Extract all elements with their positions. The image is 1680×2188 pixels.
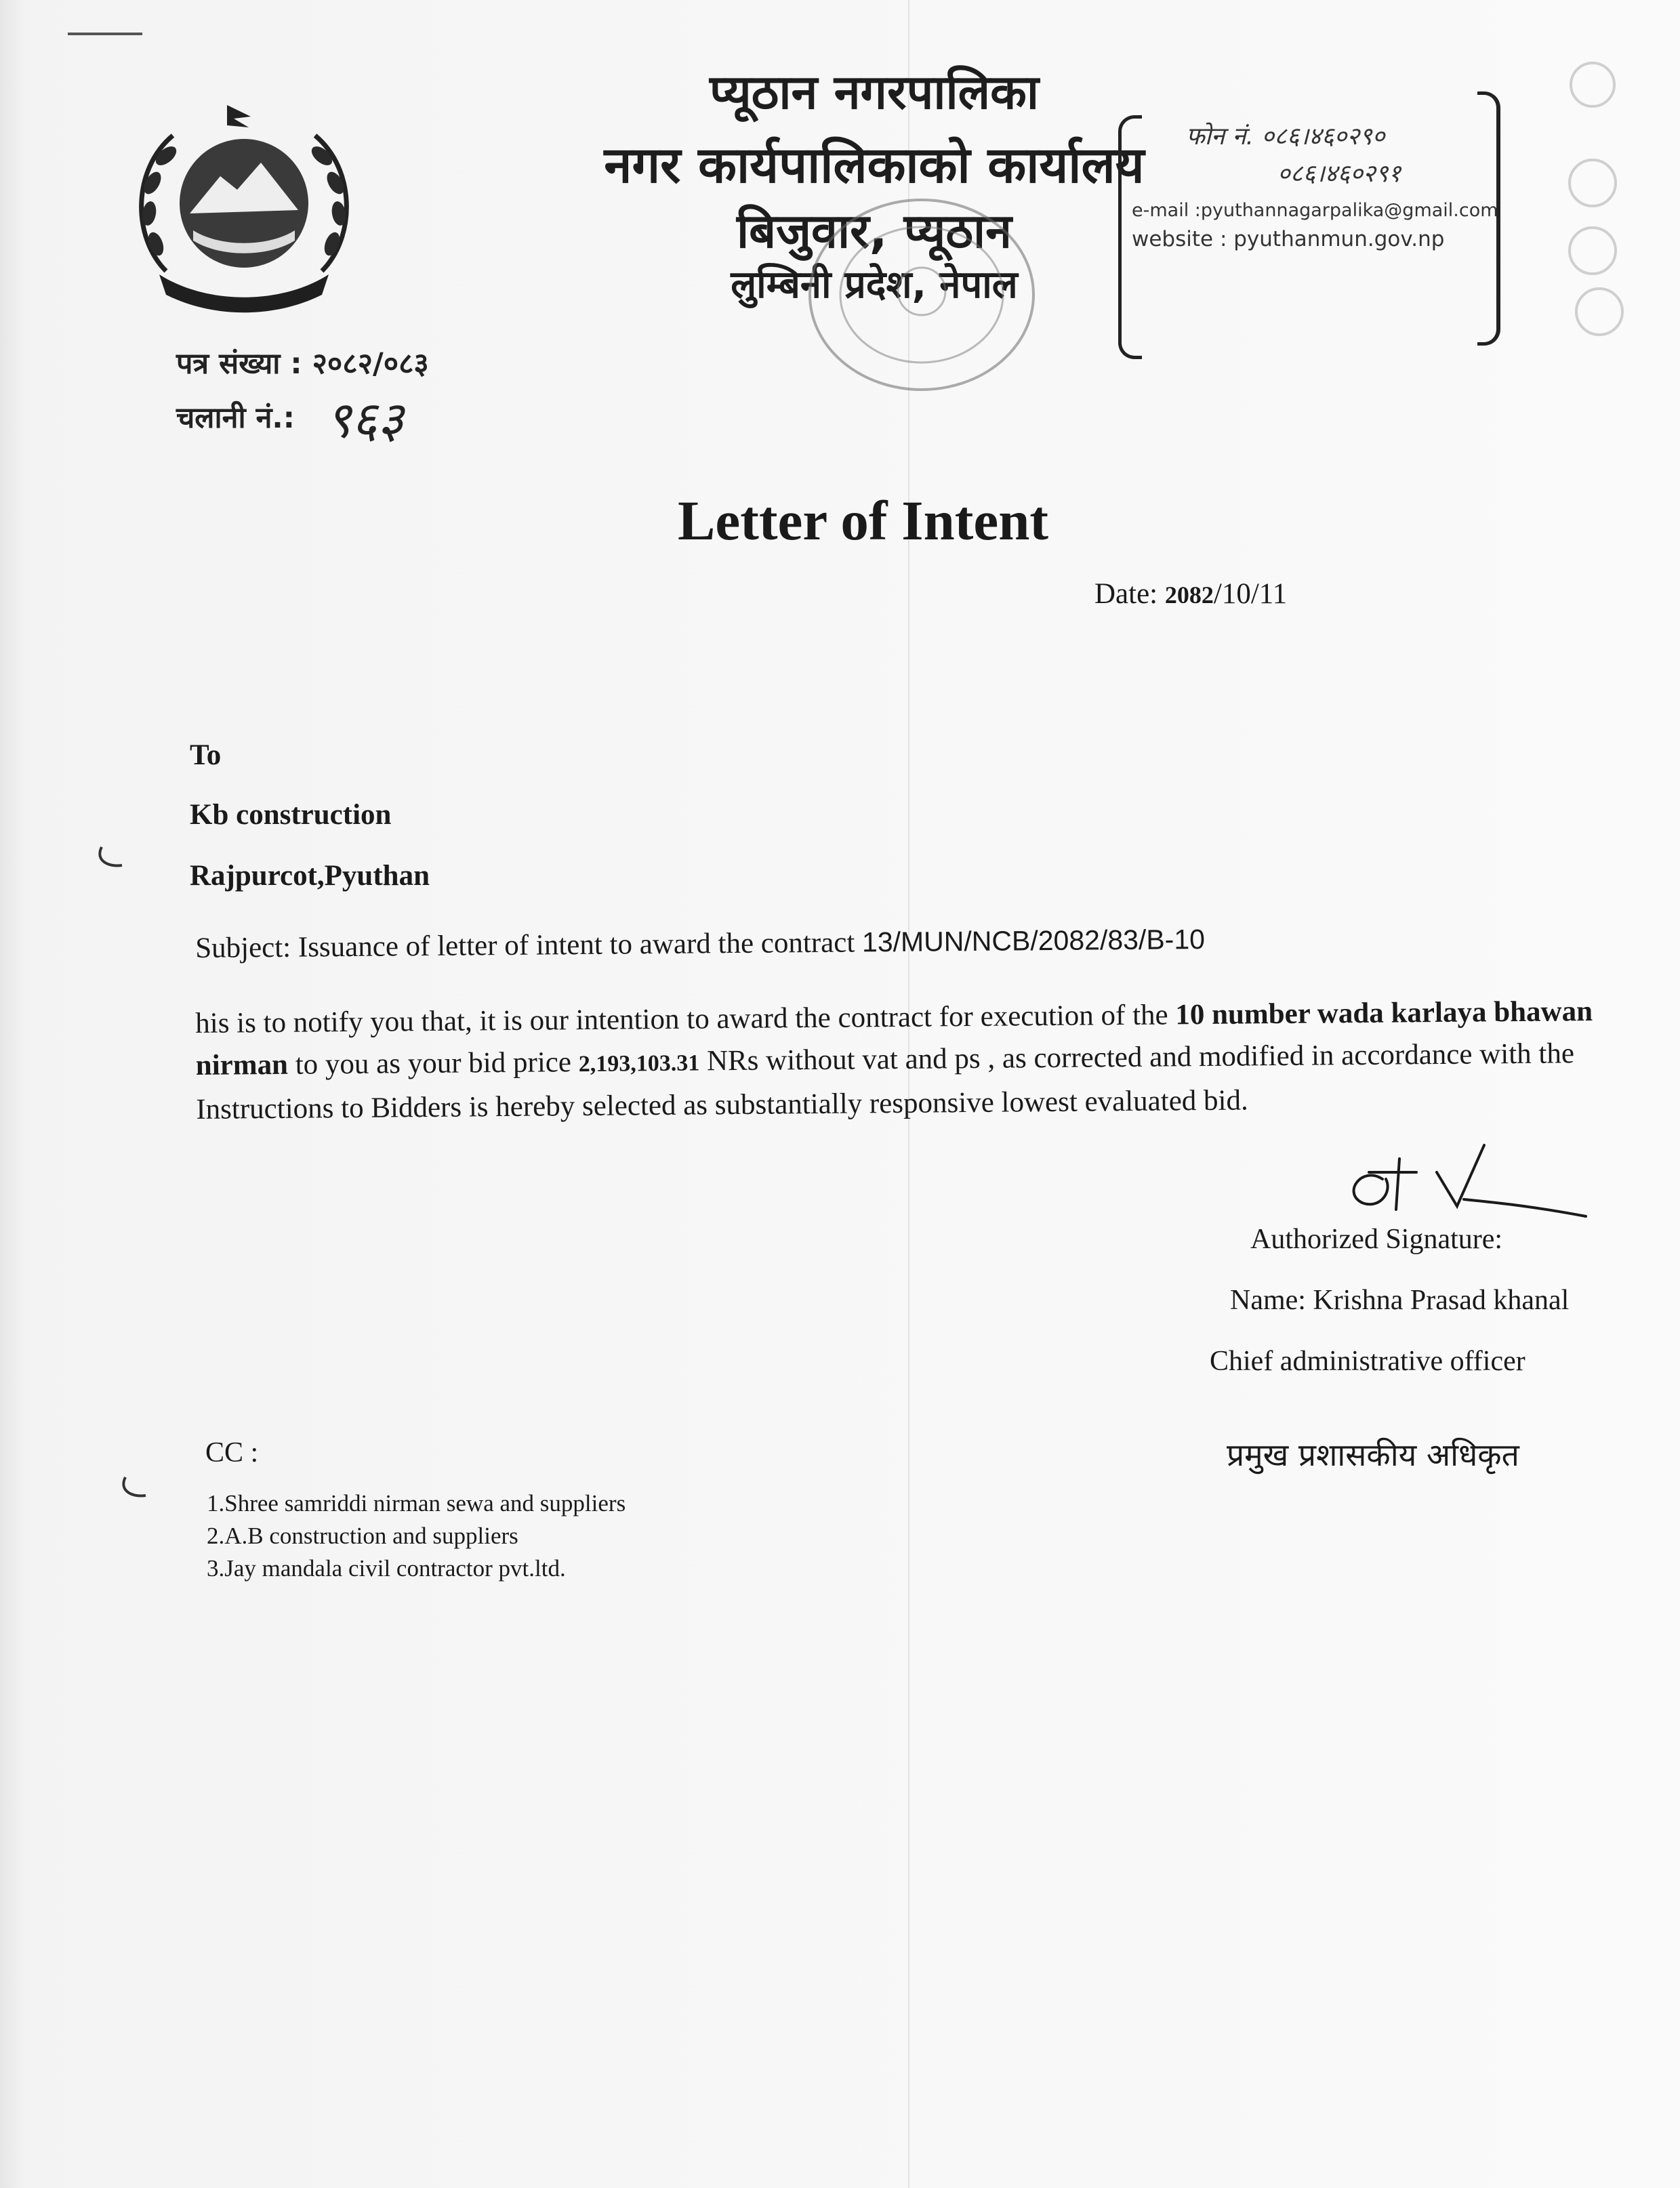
faint-ghost-marks-icon <box>1511 54 1674 339</box>
office-name: नगर कार्यपालिकाको कार्यालय <box>604 136 1145 194</box>
patra-sankhya: पत्र संख्या : २०८२/०८३ <box>176 347 429 381</box>
phone-line-2: ०८६।४६०२९१ <box>1277 160 1401 188</box>
letter-date <box>1094 577 1287 611</box>
contact-website: website : pyuthanmun.gov.np <box>1132 227 1445 251</box>
signatory-role-nepali: प्रमुख प्रशासकीय अधिकृत <box>1227 1437 1519 1473</box>
contact-box <box>1118 95 1504 352</box>
letter-body <box>195 991 1626 1131</box>
office-seal-stamp-icon <box>786 183 1057 407</box>
date-label: Date: <box>1094 578 1165 610</box>
cc-item: 1.Shree samriddi nirman sewa and suppliers <box>207 1490 626 1516</box>
signatory-name: Name: Krishna Prasad khanal <box>1230 1285 1570 1316</box>
phone-line-1: फोन नं. ०८६।४६०२९० <box>1186 123 1385 150</box>
letter-title: Letter of Intent <box>678 489 1049 552</box>
cc-label: CC : <box>205 1437 259 1468</box>
scan-mark-icon <box>91 844 125 871</box>
recipient-name: Kb construction <box>190 799 392 831</box>
body-text-1: his is to notify you that, it is our intention to award the contract for execution of the <box>195 999 1176 1039</box>
to-label: To <box>190 739 222 771</box>
body-text-2: to you as your bid price <box>287 1046 579 1081</box>
office-location: बिजुवार, प्यूठान <box>736 203 1012 259</box>
letter-subject <box>195 923 1205 965</box>
body-text-3: NRs without vat and ps , as corrected and modified in accordance with the Instructions to Bidders is hereby selected as substantially responsive lowest evaluated bid. <box>196 1037 1575 1126</box>
chalani-number: ९६३ <box>325 391 404 449</box>
scan-mark-icon <box>115 1474 149 1501</box>
authorized-signature-label: Authorized Signature: <box>1250 1224 1503 1255</box>
cc-list <box>207 1487 626 1585</box>
project-name: 10 number wada karlaya bhawan nirman <box>195 995 1593 1081</box>
date-year: 2082 <box>1164 581 1214 608</box>
cc-item: 3.Jay mandala civil contractor pvt.ltd. <box>207 1555 566 1582</box>
office-province: लुम्बिनी प्रदेश, नेपाल <box>731 263 1018 307</box>
contract-reference: 13/MUN/NCB/2082/83/B-10 <box>861 923 1206 958</box>
subject-label: Subject: Issuance of letter of intent to award the contract <box>195 926 863 964</box>
recipient-address: Rajpurcot,Pyuthan <box>190 860 430 892</box>
signatory-role: Chief administrative officer <box>1210 1346 1525 1377</box>
municipality-name: प्यूठान नगरपालिका <box>710 64 1039 120</box>
bid-amount: 2,193,103.31 <box>578 1050 700 1077</box>
chalani-number-handwritten <box>319 390 474 451</box>
corner-mark <box>68 33 142 35</box>
date-rest: /10/11 <box>1213 578 1288 610</box>
scan-edge <box>0 0 24 2188</box>
chalani-label: चलानी नं.: <box>176 401 295 435</box>
handwritten-signature <box>1328 1132 1599 1226</box>
cc-item: 2.A.B construction and suppliers <box>207 1523 518 1549</box>
nepal-emblem-icon <box>125 102 363 315</box>
contact-email: e-mail :pyuthannagarpalika@gmail.com <box>1132 200 1498 221</box>
